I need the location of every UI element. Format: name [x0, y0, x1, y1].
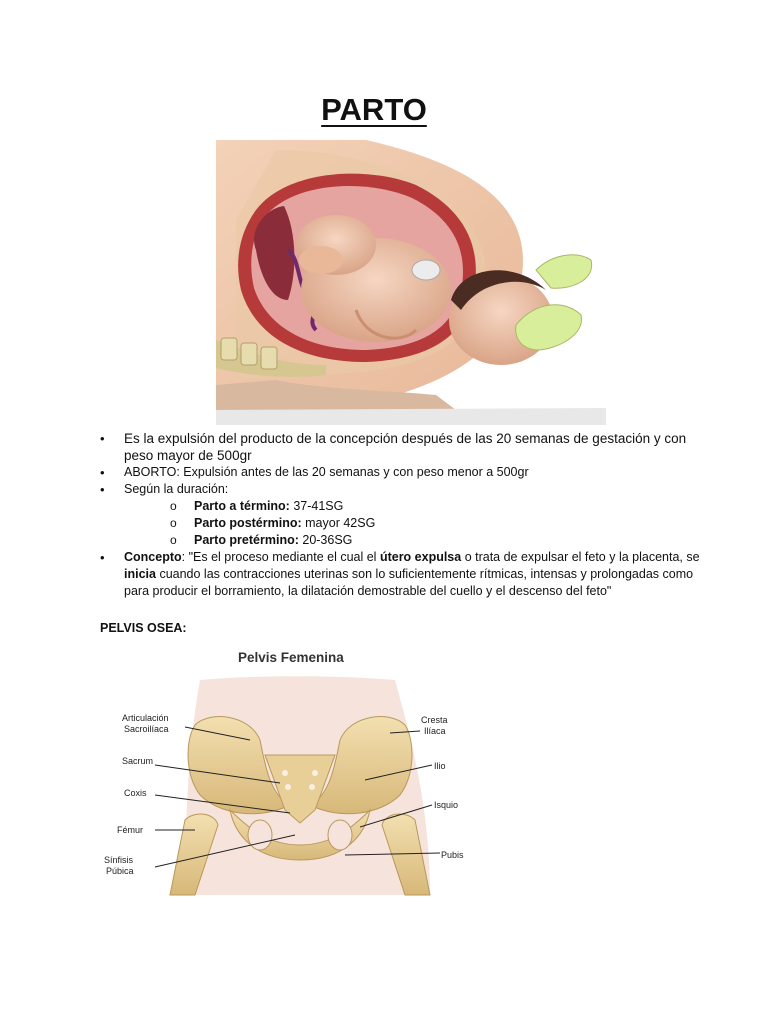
label-femur: Fémur	[117, 825, 144, 835]
label-pubis: Pubis	[441, 850, 464, 860]
sub-item: o Parto pretérmino: 20-36SG	[170, 532, 708, 549]
label-ilio: Ilio	[434, 761, 446, 771]
page-title: PARTO	[321, 92, 427, 127]
label-sacrum: Sacrum	[122, 756, 154, 766]
pelvis-illustration	[100, 645, 490, 900]
sub-item: o Parto a término: 37-41SG	[170, 498, 708, 515]
bullet-list	[98, 430, 708, 600]
list-item: • Es la expulsión del producto de la concepción después de las 20 semanas de gestación y con peso mayor de 500gr	[98, 430, 708, 464]
sub-item: o Parto postérmino: mayor 42SG	[170, 515, 708, 532]
section-heading: PELVIS OSEA:	[100, 621, 187, 635]
list-item: • ABORTO: Expulsión antes de las 20 semanas y con peso menor a 500gr	[98, 464, 708, 481]
birth-illustration	[216, 140, 606, 425]
label-coxis: Coxis	[124, 788, 147, 798]
label-cresta: Cresta	[421, 715, 448, 725]
list-item: • Concepto: "Es el proceso mediante el cual el útero expulsa o trata de expulsar el feto y la placenta, se inicia cuando las contracciones uterinas son lo suficientemente rítmicas, intensas y prolongadas como para producir el borramiento, la dilatación demostrable del cuello y el descenso del feto"	[98, 549, 708, 600]
figure-title: Pelvis Femenina	[238, 650, 344, 665]
label-sinfisis: Sínfisis	[104, 855, 134, 865]
label-isquio: Isquio	[434, 800, 459, 810]
label-sacroiliaca: Sacroilíaca	[124, 724, 169, 734]
label-pubica: Púbica	[106, 866, 134, 876]
label-articulacion: Articulación	[122, 713, 169, 723]
label-iliaca: Ilíaca	[424, 726, 446, 736]
list-item: • Según la duración: o Parto a término: 37-41SG o Parto postérmino: mayor 42SG o Parto pretérmino: 20-36SG	[98, 481, 708, 549]
duration-sublist	[124, 498, 708, 549]
